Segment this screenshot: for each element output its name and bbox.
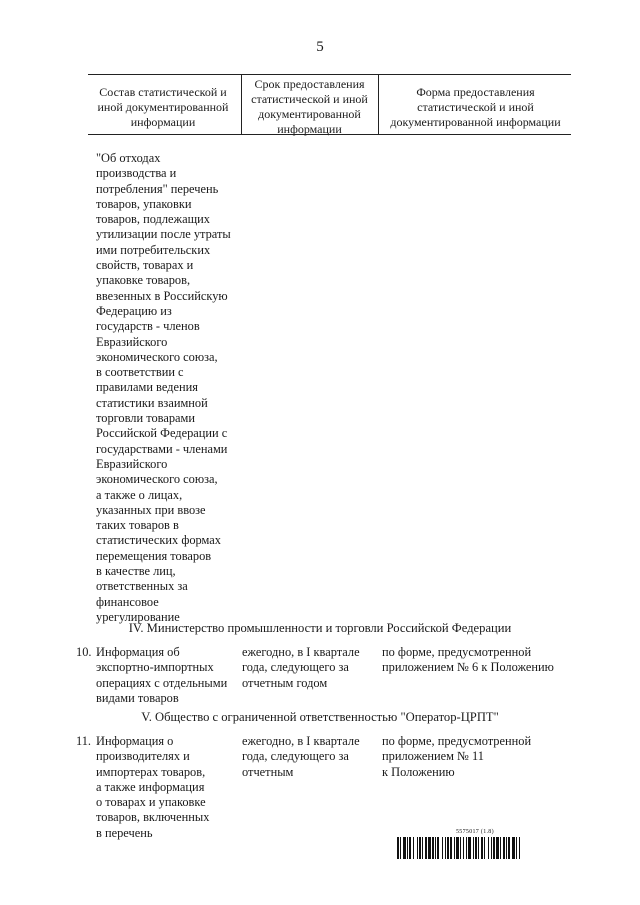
header-top-rule bbox=[88, 74, 571, 75]
row-info: Информация о производителях и импортерах товаров, а также информация о товарах и упаковке товаров, включенных в перечень bbox=[96, 734, 210, 840]
header-col-term: Срок предоставления статистической и иной документированной информации bbox=[251, 77, 368, 136]
row-term: ежегодно, в I квартале года, следующего за отчетным bbox=[242, 734, 360, 779]
row-number: 11. bbox=[76, 734, 92, 748]
header-bottom-rule bbox=[88, 134, 571, 135]
continuation-text: "Об отходах производства и потребления" перечень товаров, упаковки товаров, подлежащих утилизации после утраты ими потребительских свойств, товарах и упаковке товаров, ввезенных в Российскую Федерацию из государств - членов Евразийского экономического союза, в соответствии с правилами ведения статистики взаимной торговли товарами Российской Федерации с государствами - членами Евразийского экономического союза, а также о лицах, указанных при ввозе таких товаров в статистических формах перемещения товаров в качестве лиц, ответственных за финансовое урегулирование bbox=[96, 151, 231, 624]
row-term: ежегодно, в I квартале года, следующего за отчетным годом bbox=[242, 645, 360, 690]
section-title-iv: IV. Министерство промышленности и торговли Российской Федерации bbox=[128, 621, 512, 635]
page-number: 5 bbox=[316, 39, 324, 55]
header-col-info: Состав статистической и иной документированной информации bbox=[97, 85, 229, 129]
row-form: по форме, предусмотренной приложением № 11 к Положению bbox=[382, 734, 532, 779]
section-title-v: V. Общество с ограниченной ответственностью "Оператор-ЦРПТ" bbox=[141, 710, 499, 724]
document-code: 5575017 (1.8) bbox=[456, 829, 494, 835]
row-info: Информация об экспортно-импортных операциях с отдельными видами товаров bbox=[96, 645, 228, 705]
row-form: по форме, предусмотренной приложением № 6 к Положению bbox=[382, 645, 554, 675]
barcode-image bbox=[397, 837, 570, 859]
header-divider-2 bbox=[378, 74, 379, 134]
header-col-form: Форма предоставления статистической и иной документированной информации bbox=[390, 85, 561, 129]
row-number: 10. bbox=[76, 645, 92, 659]
header-divider-1 bbox=[241, 74, 242, 134]
